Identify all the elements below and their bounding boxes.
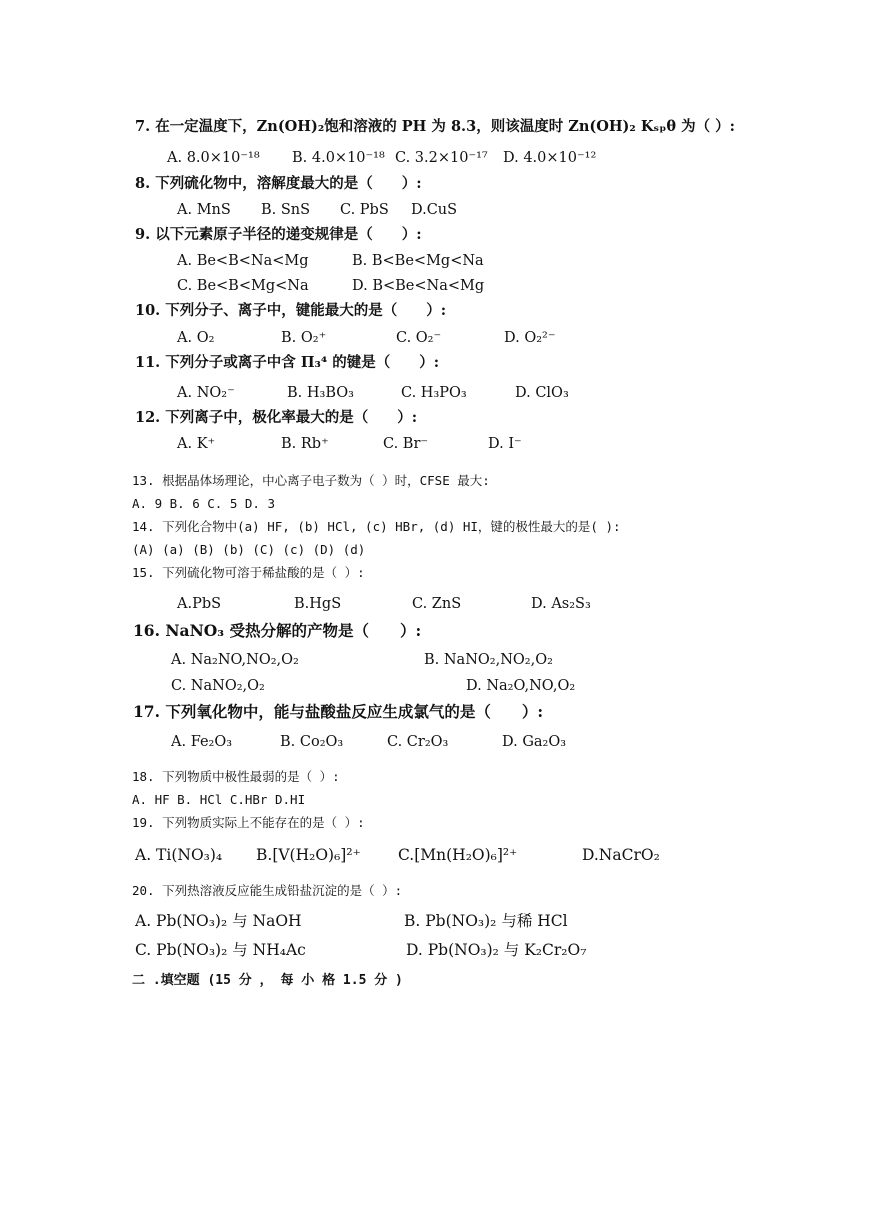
q11-text: 下列分子或离子中含 Π₃⁴ 的键是（ ）: [165,354,440,371]
q7-number: 7. [135,118,156,135]
question-18 [132,768,340,786]
q15-option-b: B.HgS [294,596,342,612]
q7-option-d: D. 4.0×10⁻¹² [503,150,597,166]
q8-option-b: B. SnS [261,202,311,218]
q16-option-b: B. NaNO₂,NO₂,O₂ [424,652,553,668]
q20-option-a: A. Pb(NO₃)₂ 与 NaOH [135,912,302,930]
question-10 [135,302,446,320]
q15-option-a: A.PbS [177,596,222,612]
q12-option-a: A. K⁺ [177,436,216,452]
section-2-heading: 二 .填空题 (15 分 ， 每 小 格 1.5 分 ) [132,973,403,988]
q18-text: 下列物质中极性最弱的是（ ）: [162,769,340,784]
q20-text: 下列热溶液反应能生成铅盐沉淀的是（ ）: [162,883,403,898]
question-12 [135,409,417,427]
q16-option-c: C. NaNO₂,O₂ [171,678,265,694]
q8-option-a: A. MnS [177,202,231,218]
q8-option-c: C. PbS [340,202,389,218]
q8-option-d: D.CuS [411,202,458,218]
q18-options: A. HF B. HCl C.HBr D.HI [132,792,306,807]
q18-number: 18. [132,769,155,784]
q11-number: 11. [135,354,161,371]
question-13 [132,472,490,490]
q7-option-b: B. 4.0×10⁻¹⁸ [292,150,385,166]
q19-text: 下列物质实际上不能存在的是（ ）: [162,815,365,830]
q20-option-b: B. Pb(NO₃)₂ 与稀 HCl [404,912,568,930]
question-7 [135,118,735,136]
q12-text: 下列离子中，极化率最大的是（ ）: [165,409,418,426]
question-11 [135,354,439,372]
q7-option-a: A. 8.0×10⁻¹⁸ [167,150,260,166]
q17-number: 17. [133,702,160,721]
q9-option-a: A. Be<B<Na<Mg [177,253,309,269]
q17-option-d: D. Ga₂O₃ [502,734,567,750]
q17-option-b: B. Co₂O₃ [280,734,344,750]
q15-number: 15. [132,565,155,580]
q13-text: 根据晶体场理论，中心离子电子数为（ ）时，CFSE 最大: [162,473,490,488]
q9-option-c: C. Be<B<Mg<Na [177,278,309,294]
q12-number: 12. [135,409,161,426]
q20-number: 20. [132,883,155,898]
q15-text: 下列硫化物可溶于稀盐酸的是（ ）: [162,565,365,580]
q14-number: 14. [132,519,155,534]
question-9 [135,226,422,244]
question-14 [132,518,621,536]
q9-number: 9. [135,226,151,243]
q11-option-c: C. H₃PO₃ [401,385,467,401]
q12-option-c: C. Br⁻ [383,436,429,452]
q16-option-d: D. Na₂O,NO,O₂ [466,678,576,694]
q10-option-c: C. O₂⁻ [396,330,442,346]
q9-text: 以下元素原子半径的递变规律是（ ）: [155,226,422,243]
q7-text: 在一定温度下，Zn(OH)₂饱和溶液的 PH 为 8.3，则该温度时 Zn(OH)₂ Kₛₚθ 为（ ）: [155,118,735,135]
q12-option-b: B. Rb⁺ [281,436,329,452]
q13-options: A. 9 B. 6 C. 5 D. 3 [132,496,275,511]
q14-options: (A) (a) (B) (b) (C) (c) (D) (d) [132,542,366,557]
question-15 [132,564,365,582]
question-16 [133,622,421,640]
q11-option-a: A. NO₂⁻ [177,385,235,401]
q19-option-d: D.NaCrO₂ [582,846,660,864]
q10-option-b: B. O₂⁺ [281,330,327,346]
q17-option-c: C. Cr₂O₃ [387,734,449,750]
q19-option-c: C.[Mn(H₂O)₆]²⁺ [398,846,518,864]
q17-option-a: A. Fe₂O₃ [171,734,233,750]
question-19 [132,814,365,832]
q10-text: 下列分子、离子中，键能最大的是（ ）: [165,302,447,319]
q16-option-a: A. Na₂NO,NO₂,O₂ [171,652,299,668]
q16-number: 16. [133,621,160,640]
q14-text: 下列化合物中(a) HF, (b) HCl, (c) HBr, (d) HI，键的极性最大的是( ): [162,519,621,534]
question-8 [135,175,422,193]
q15-option-c: C. ZnS [412,596,462,612]
q9-option-d: D. B<Be<Na<Mg [352,278,485,294]
q20-option-d: D. Pb(NO₃)₂ 与 K₂Cr₂O₇ [406,941,587,959]
q19-option-a: A. Ti(NO₃)₄ [135,846,223,864]
q16-text: NaNO₃ 受热分解的产物是（ ）: [165,621,422,640]
q10-option-a: A. O₂ [177,330,215,346]
q20-option-c: C. Pb(NO₃)₂ 与 NH₄Ac [135,941,306,959]
q19-number: 19. [132,815,155,830]
question-20 [132,882,402,900]
q8-text: 下列硫化物中，溶解度最大的是（ ）: [155,175,422,192]
q12-option-d: D. I⁻ [488,436,522,452]
question-17 [133,703,543,721]
q10-option-d: D. O₂²⁻ [504,330,556,346]
q11-option-d: D. ClO₃ [515,385,569,401]
q9-option-b: B. B<Be<Mg<Na [352,253,484,269]
q15-option-d: D. As₂S₃ [531,596,591,612]
q13-number: 13. [132,473,155,488]
q10-number: 10. [135,302,161,319]
q17-text: 下列氧化物中，能与盐酸盐反应生成氯气的是（ ）: [165,702,544,721]
q7-option-c: C. 3.2×10⁻¹⁷ [395,150,488,166]
q19-option-b: B.[V(H₂O)₆]²⁺ [256,846,361,864]
q8-number: 8. [135,175,151,192]
q11-option-b: B. H₃BO₃ [287,385,354,401]
